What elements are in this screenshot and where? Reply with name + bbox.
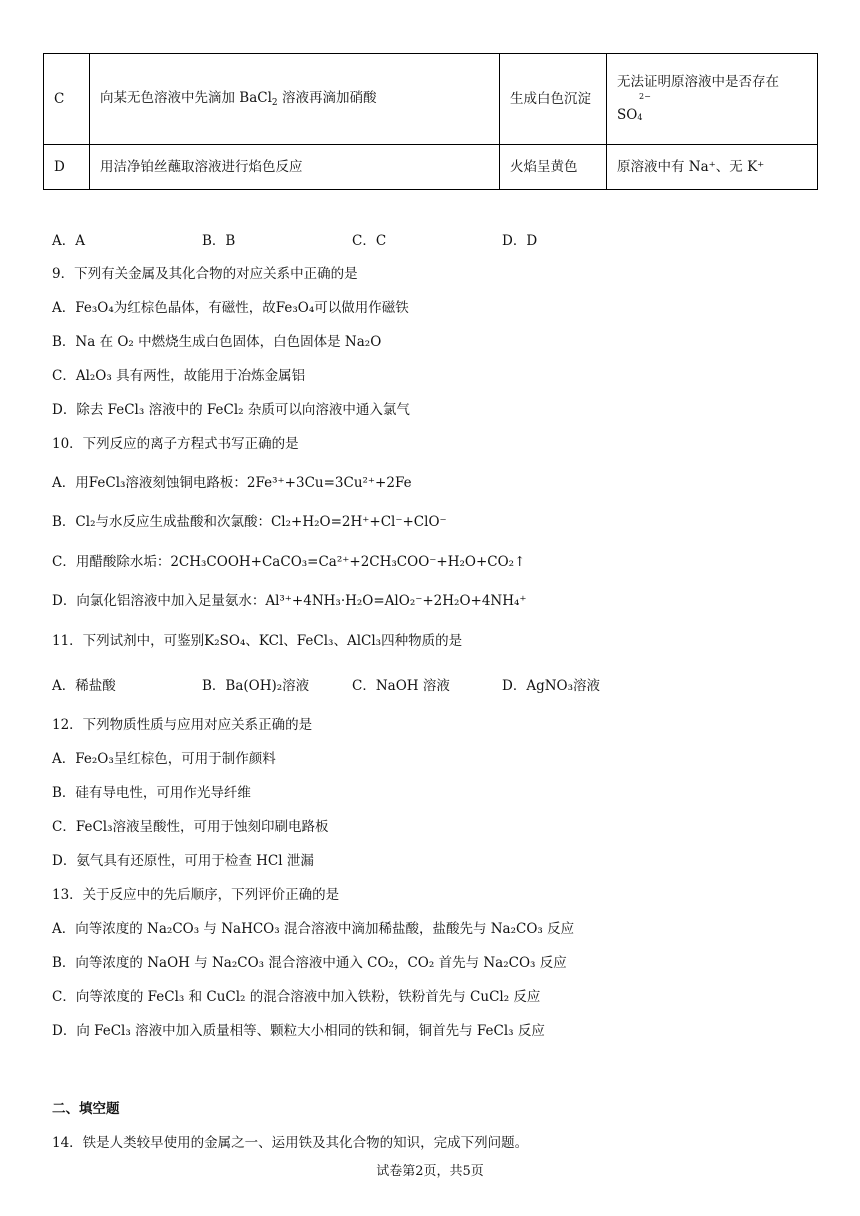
conclusion-cell: 无法证明原溶液中是否存在 SO 2− 4 (607, 54, 818, 145)
q11-option-a: A．稀盐酸 (52, 678, 116, 694)
page-footer: 试卷第2页，共5页 (376, 1164, 484, 1179)
phenomenon-cell: 火焰呈黄色 (500, 145, 607, 190)
option-cell: C (44, 54, 90, 145)
q9-option-b: B．Na 在 O₂ 中燃烧生成白色固体，白色固体是 Na₂O (52, 334, 382, 350)
q13-option-c: C．向等浓度的 FeCl₃ 和 CuCl₂ 的混合溶液中加入铁粉，铁粉首先与 CuCl₂ 反应 (52, 989, 541, 1005)
q10-option-b: B．Cl₂与水反应生成盐酸和次氯酸：Cl₂+H₂O=2H⁺+Cl⁻+ClO⁻ (52, 514, 447, 530)
q12-option-c: C．FeCl₃溶液呈酸性，可用于蚀刻印刷电路板 (52, 819, 329, 835)
q11-option-c: C．NaOH 溶液 (352, 678, 450, 694)
q8-option-c: C．C (352, 233, 387, 249)
q12-stem: 12．下列物质性质与应用对应关系正确的是 (52, 717, 313, 733)
q11-option-b: B．Ba(OH)₂溶液 (202, 678, 310, 694)
operation-cell: 向某无色溶液中先滴加 BaCl$_2$ 溶液再滴加硝酸 (90, 54, 500, 145)
experiment-table (43, 53, 818, 190)
q10-option-a: A．用FeCl₃溶液刻蚀铜电路板：2Fe³⁺+3Cu=3Cu²⁺+2Fe (52, 475, 412, 491)
q8-option-b: B．B (202, 233, 236, 249)
q11-option-d: D．AgNO₃溶液 (502, 678, 601, 694)
section-heading: 二、填空题 (52, 1101, 120, 1117)
q9-option-c: C．Al₂O₃ 具有两性，故能用于冶炼金属铝 (52, 368, 306, 384)
q13-option-d: D．向 FeCl₃ 溶液中加入质量相等、颗粒大小相同的铁和铜，铜首先与 FeCl₃ 反应 (52, 1023, 545, 1039)
q12-option-a: A．Fe₂O₃呈红棕色，可用于制作颜料 (52, 751, 276, 767)
q10-option-c: C．用醋酸除水垢：2CH₃COOH+CaCO₃=Ca²⁺+2CH₃COO⁻+H₂O+CO₂↑ (52, 554, 526, 570)
conclusion-cell: 原溶液中有 Na⁺、无 K⁺ (607, 145, 818, 190)
q14-stem: 14．铁是人类较早使用的金属之一、运用铁及其化合物的知识，完成下列问题。 (52, 1135, 529, 1151)
q12-option-b: B．硅有导电性，可用作光导纤维 (52, 785, 251, 801)
q9-option-a: A．Fe₃O₄为红棕色晶体，有磁性，故Fe₃O₄可以做用作磁铁 (52, 300, 409, 316)
q13-option-a: A．向等浓度的 Na₂CO₃ 与 NaHCO₃ 混合溶液中滴加稀盐酸，盐酸先与 Na₂CO₃ 反应 (52, 921, 575, 937)
q10-stem: 10．下列反应的离子方程式书写正确的是 (52, 436, 299, 452)
operation-cell: 用洁净铂丝蘸取溶液进行焰色反应 (90, 145, 500, 190)
q13-option-b: B．向等浓度的 NaOH 与 Na₂CO₃ 混合溶液中通入 CO₂，CO₂ 首先与 Na₂CO₃ 反应 (52, 955, 567, 971)
phenomenon-cell: 生成白色沉淀 (500, 54, 607, 145)
q9-option-d: D．除去 FeCl₃ 溶液中的 FeCl₂ 杂质可以向溶液中通入氯气 (52, 402, 410, 418)
q10-option-d: D．向氯化铝溶液中加入足量氨水：Al³⁺+4NH₃·H₂O=AlO₂⁻+2H₂O+4NH₄⁺ (52, 593, 527, 609)
q8-option-d: D．D (502, 233, 538, 249)
sulfate-formula: SO 2− 4 (617, 92, 651, 123)
q11-stem: 11．下列试剂中，可鉴别K₂SO₄、KCl、FeCl₃、AlCl₃四种物质的是 (52, 633, 463, 649)
q8-option-a: A．A (52, 233, 85, 249)
option-cell: D (44, 145, 90, 190)
table-row (44, 54, 818, 145)
table-row (44, 145, 818, 190)
q12-option-d: D．氨气具有还原性，可用于检查 HCl 泄漏 (52, 853, 314, 869)
q13-stem: 13．关于反应中的先后顺序，下列评价正确的是 (52, 887, 340, 903)
q9-stem: 9．下列有关金属及其化合物的对应关系中正确的是 (52, 266, 358, 282)
